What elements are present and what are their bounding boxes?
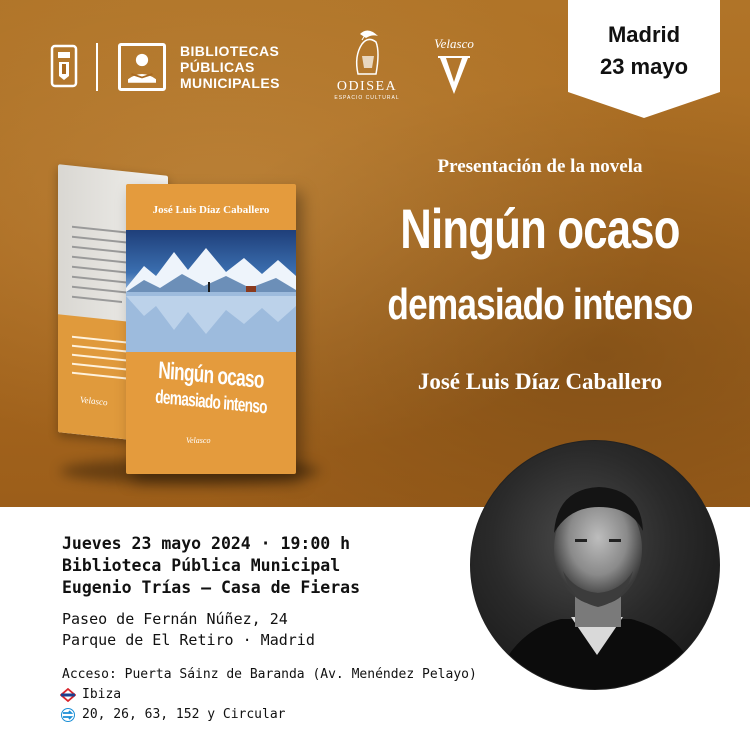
access-entrance-text: Acceso: Puerta Sáinz de Baranda (Av. Menéndez Pelayo) bbox=[62, 667, 477, 682]
novel-title-line1: Ningún ocaso bbox=[400, 197, 680, 260]
access-bus bbox=[62, 705, 482, 725]
date-city: Madrid bbox=[607, 22, 681, 47]
madrid-crest-icon bbox=[50, 44, 78, 88]
velasco-logo bbox=[428, 36, 480, 96]
cover-title-line1: Ningún ocaso bbox=[157, 356, 265, 395]
event-datetime: Jueves 23 mayo 2024 · 19:00 h bbox=[62, 534, 351, 553]
cover-author: José Luis Díaz Caballero bbox=[152, 204, 270, 216]
bus-icon bbox=[60, 708, 76, 722]
library-logo-icon bbox=[118, 43, 166, 91]
access-info bbox=[62, 665, 482, 725]
address bbox=[62, 609, 482, 651]
library-name bbox=[180, 43, 280, 91]
library-name-line2: PÚBLICAS bbox=[180, 59, 255, 75]
address-line2: Parque de El Retiro · Madrid bbox=[62, 631, 315, 649]
date-day: 23 mayo bbox=[599, 54, 689, 79]
helmet-icon bbox=[332, 28, 402, 78]
bus-lines: 20, 26, 63, 152 y Circular bbox=[82, 707, 286, 722]
author-name: José Luis Díaz Caballero bbox=[417, 369, 663, 394]
venue-line2: Eugenio Trías – Casa de Fieras bbox=[62, 578, 361, 597]
back-cover-publisher: Velasco bbox=[80, 394, 108, 408]
library-name-line1: BIBLIOTECAS bbox=[180, 43, 280, 59]
logo-divider bbox=[96, 43, 98, 91]
mountain-lake-image bbox=[126, 230, 296, 352]
venue-line1: Biblioteca Pública Municipal bbox=[62, 556, 341, 575]
cover-title-line2: demasiado intenso bbox=[154, 386, 268, 419]
velasco-v-icon bbox=[428, 52, 480, 96]
metro-icon bbox=[60, 688, 76, 702]
book-front-cover bbox=[126, 184, 296, 474]
address-line1: Paseo de Fernán Núñez, 24 bbox=[62, 610, 288, 628]
odisea-logo bbox=[332, 28, 402, 102]
access-entrance bbox=[62, 665, 482, 685]
access-metro bbox=[62, 685, 482, 705]
velasco-name: Velasco bbox=[434, 36, 474, 51]
author-portrait bbox=[470, 440, 720, 690]
date-tab bbox=[568, 0, 720, 118]
cover-publisher: Velasco bbox=[186, 436, 211, 445]
author-photo bbox=[471, 441, 720, 690]
library-name-line3: MUNICIPALES bbox=[180, 75, 280, 91]
metro-station: Ibiza bbox=[82, 687, 122, 702]
odisea-subtitle: ESPACIO CULTURAL bbox=[334, 95, 400, 101]
novel-title-line2: demasiado intenso bbox=[387, 280, 693, 329]
odisea-name: ODISEA bbox=[336, 79, 398, 94]
presentation-intro: Presentación de la novela bbox=[437, 156, 643, 177]
cover-landscape-photo bbox=[126, 230, 296, 352]
event-details bbox=[62, 533, 482, 651]
